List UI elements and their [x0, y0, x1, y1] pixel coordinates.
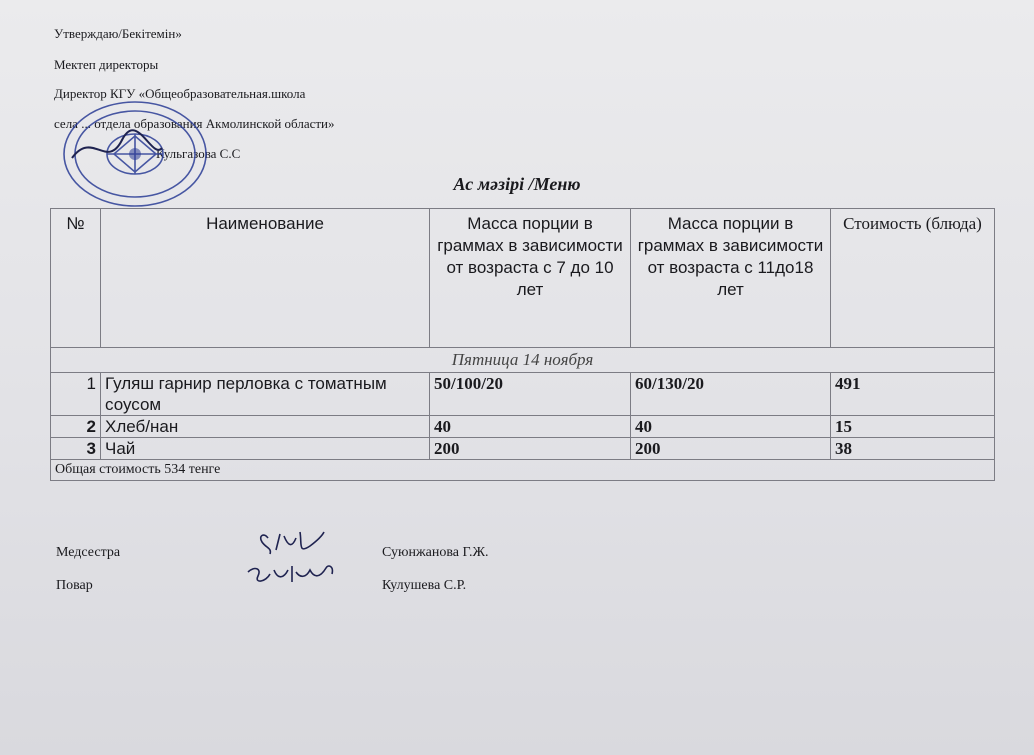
- day-label: Пятница 14 ноября: [51, 348, 995, 373]
- table-row: [51, 416, 995, 438]
- nurse-role: Медсестра: [56, 545, 121, 560]
- row-number: 2: [51, 416, 101, 438]
- cook-name: Кулушева С.Р.: [382, 578, 467, 593]
- dish-cost: 15: [831, 416, 995, 438]
- mass-7-10: 40: [430, 416, 631, 438]
- col-mass-7-10-header: Масса порции в граммах в зависимости от возраста с 7 до 10 лет: [430, 209, 631, 348]
- header-row: [51, 209, 995, 348]
- col-mass-11-18-header: Масса порции в граммах в зависимости от возраста с 11до18 лет: [631, 209, 831, 348]
- director-name: Кульгазова С.С: [156, 146, 241, 161]
- mass-11-18: 60/130/20: [631, 373, 831, 416]
- nurse-name: Суюнжанова Г.Ж.: [382, 545, 489, 560]
- department-line: села ... отдела образования Акмолинской области»: [54, 116, 335, 131]
- dish-cost: 38: [831, 438, 995, 460]
- menu-table: [50, 208, 995, 481]
- mass-11-18: 40: [631, 416, 831, 438]
- menu-title: Ас мәзірі /Меню: [453, 174, 581, 194]
- handwritten-signatures: [240, 526, 350, 596]
- total-row: [51, 460, 995, 481]
- row-number: 3: [51, 438, 101, 460]
- dish-name: Хлеб/нан: [101, 416, 430, 438]
- total-cost: Общая стоимость 534 тенге: [51, 460, 995, 481]
- col-number-header: №: [51, 209, 101, 348]
- dish-name: Чай: [101, 438, 430, 460]
- dish-cost: 491: [831, 373, 995, 416]
- row-number: 1: [51, 373, 101, 416]
- day-row: [51, 348, 995, 373]
- mass-7-10: 200: [430, 438, 631, 460]
- col-name-header: Наименование: [101, 209, 430, 348]
- table-row: [51, 438, 995, 460]
- table-row: [51, 373, 995, 416]
- mass-7-10: 50/100/20: [430, 373, 631, 416]
- approval-line: Утверждаю/Бекітемін»: [54, 26, 182, 41]
- school-line: Директор КГУ «Общеобразовательная.школа: [54, 86, 306, 101]
- mass-11-18: 200: [631, 438, 831, 460]
- col-cost-header: Стоимость (блюда): [831, 209, 995, 348]
- director-title: Мектеп директоры: [54, 57, 159, 72]
- dish-name: Гуляш гарнир перловка с томатным соусом: [101, 373, 430, 416]
- cook-role: Повар: [56, 578, 93, 593]
